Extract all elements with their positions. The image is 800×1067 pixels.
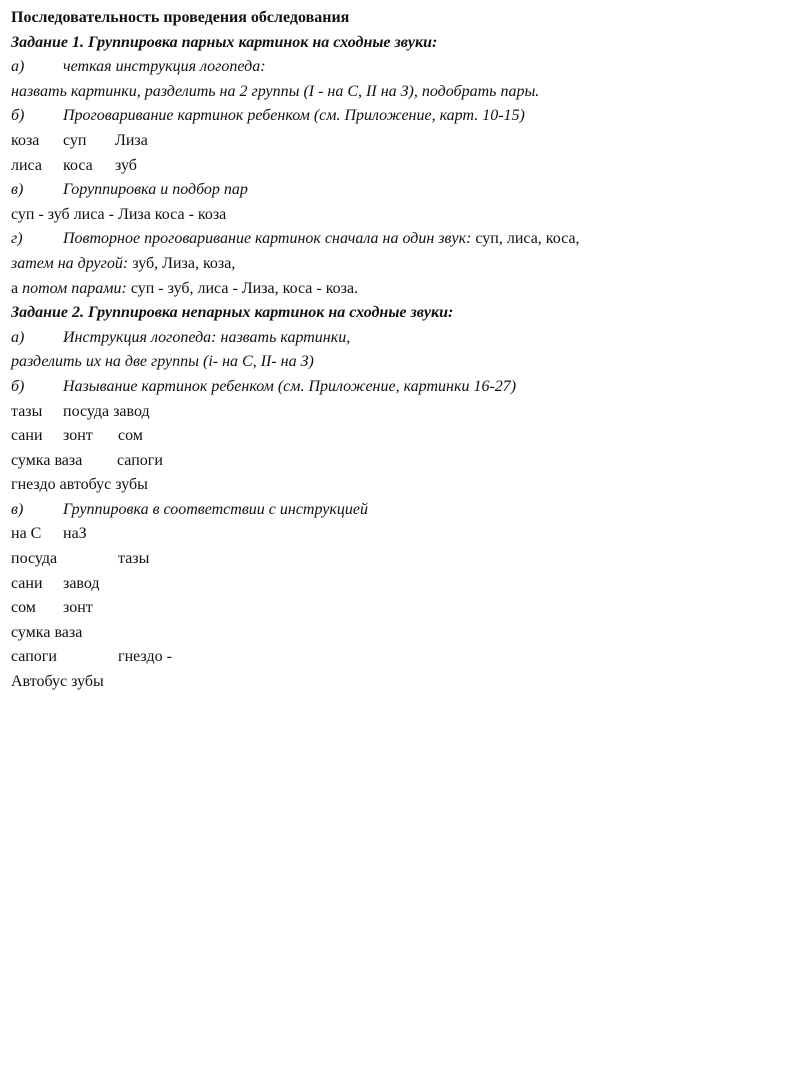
word: лиса [11,156,42,174]
word: сом [11,599,36,617]
word: посуда завод [63,402,150,420]
task1-pairs: суп - зуб лиса - Лиза коса - коза [11,205,227,223]
task2-columns-row [11,522,791,547]
item-marker: а) [11,328,25,346]
task2-columns-row [11,645,791,670]
word: тазы [118,550,150,568]
task2-item-b [11,375,791,400]
item-text: Проговаривание картинок ребенком (см. Приложение, карт. 10-15) [63,107,525,125]
task1-item-d-line3 [11,277,791,302]
document-page [11,6,791,695]
word: зонт [63,427,93,445]
task2-list-row [11,473,791,498]
task1-item-d [11,227,791,252]
word: суп [63,131,87,149]
word: Лиза [115,131,148,149]
task2-heading: Задание 2. Группировка непарных картинок на сходные звуки: [11,304,454,322]
task2-list-row [11,424,791,449]
item-text: Группировка в соответствии с инструкцией [63,500,368,518]
word: сапоги [117,451,163,469]
word: сани [11,427,43,445]
word: завод [63,574,100,592]
word: коса [63,156,93,174]
task2-columns-row [11,596,791,621]
task2-item-c [11,498,791,523]
task2-columns-row [11,621,791,646]
task1-item-a-continuation: назвать картинки, разделить на 2 группы (I - на С, II на З), подобрать пары. [11,82,540,100]
task1-item-d-line2 [11,252,791,277]
task1-grid-row [11,129,791,154]
item-text: Горуппировка и подбор пар [63,181,248,199]
item-text: Называние картинок ребенком (см. Приложение, картинки 16-27) [63,377,517,395]
item-words: зуб, Лиза, коза, [128,254,236,272]
item-marker: г) [11,230,23,248]
item-words: суп - зуб, лиса - Лиза, коса - коза. [126,279,359,297]
task1-grid-row [11,154,791,179]
item-marker: б) [11,377,25,395]
word: гнездо - [118,648,172,666]
word: зуб [115,156,137,174]
word: сумка ваза [11,451,83,469]
item-marker: б) [11,107,25,125]
document-title: Последовательность проведения обследования [11,9,350,26]
item-marker: в) [11,181,24,199]
word: зонт [63,599,93,617]
task2-columns-row [11,547,791,572]
task1-item-c [11,178,791,203]
task1-heading: Задание 1. Группировка парных картинок на сходные звуки: [11,33,438,51]
word: тазы [11,402,43,420]
item-text: потом парами: [22,279,127,297]
task2-item-a [11,326,791,351]
item-marker: а) [11,58,25,76]
item-text: Инструкция логопеда: назвать картинки, [63,328,351,346]
task2-columns-row [11,572,791,597]
item-words: суп, лиса, коса, [471,230,580,248]
task2-list-row [11,400,791,425]
task2-list-row [11,449,791,474]
task1-item-b [11,104,791,129]
word: коза [11,131,40,149]
word: сани [11,574,43,592]
task2-columns-row [11,670,791,695]
word: сом [118,427,143,445]
word: Автобус зубы [11,673,104,691]
word: на С [11,525,42,543]
word: сапоги [11,648,57,666]
word: наЗ [63,525,87,543]
item-marker: в) [11,500,24,518]
word: гнездо автобус зубы [11,476,148,494]
item-text: затем на другой: [11,254,129,272]
item-text: Повторное проговаривание картинок сначала на один звук: [63,230,472,248]
task2-item-a-continuation: разделить их на две группы (i- на С, II- на З) [11,353,314,371]
task1-item-a [11,55,791,80]
word: посуда [11,550,58,568]
item-text: четкая инструкция логопеда: [63,58,266,76]
item-words: а [11,279,23,297]
word: сумка ваза [11,623,83,641]
